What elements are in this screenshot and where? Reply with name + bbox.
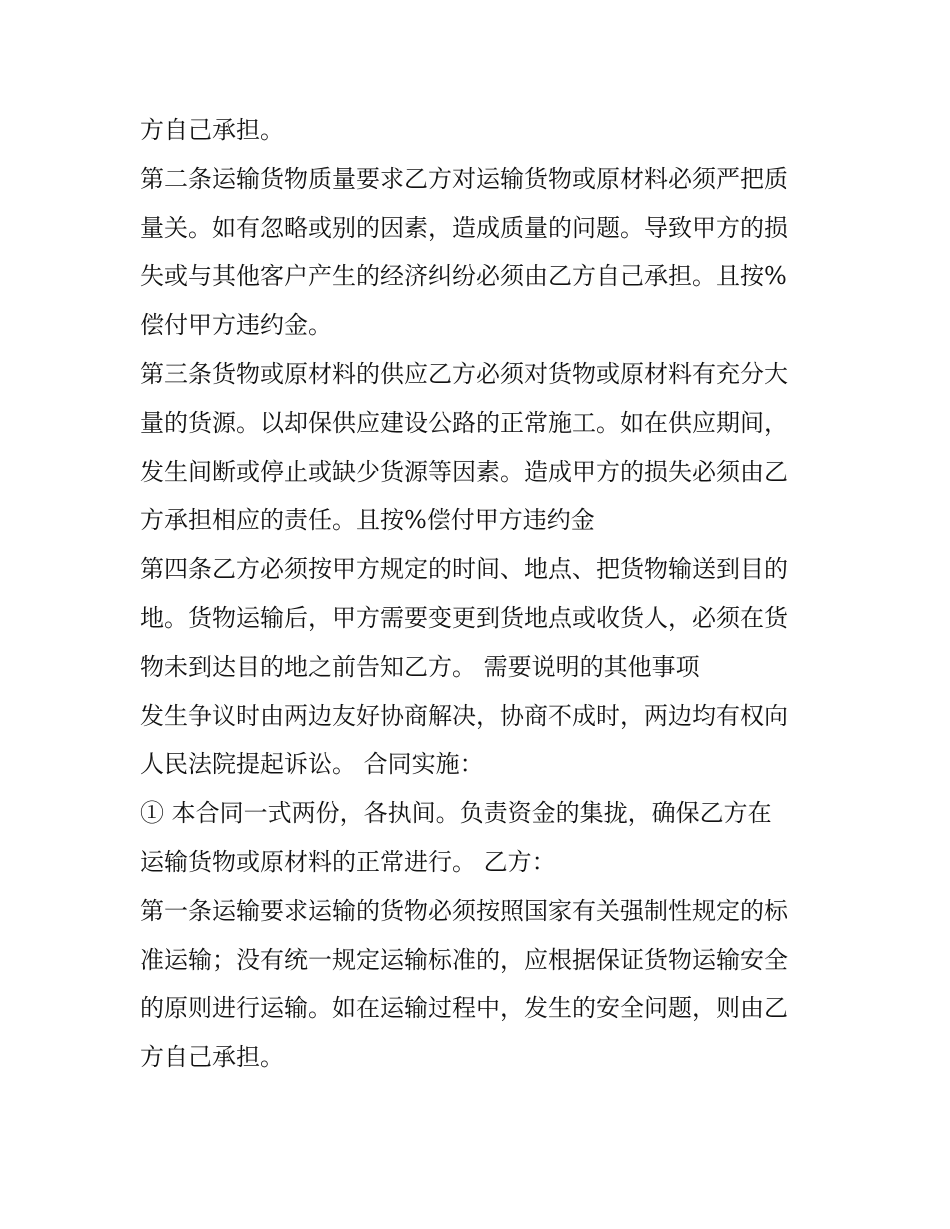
text-line: 发生争议时由两边友好协商解决，协商不成时，两边均有权向: [140, 701, 788, 730]
text-line: 方自己承担。: [140, 1043, 284, 1072]
text-line: 第二条运输货物质量要求乙方对运输货物或原材料必须严把质: [140, 164, 788, 193]
text-line: 运输货物或原材料的正常进行。 乙方：: [140, 847, 556, 876]
document-body: [140, 106, 820, 1082]
text-line: 第一条运输要求运输的货物必须按照国家有关强制性规定的标: [140, 896, 788, 925]
text-line: 失或与其他客户产生的经济纠纷必须由乙方自己承担。且按%: [140, 262, 787, 291]
text-line: 量的货源。以却保供应建设公路的正常施工。如在供应期间，: [140, 408, 788, 437]
text-line: 准运输；没有统一规定运输标准的，应根据保证货物运输安全: [140, 945, 788, 974]
text-line: 第四条乙方必须按甲方规定的时间、地点、把货物输送到目的: [140, 555, 788, 584]
text-line: 地。货物运输后，甲方需要变更到货地点或收货人，必须在货: [140, 603, 788, 632]
text-line: 量关。如有忽略或别的因素，造成质量的问题。导致甲方的损: [140, 213, 788, 242]
text-line: 发生间断或停止或缺少货源等因素。造成甲方的损失必须由乙: [140, 457, 788, 486]
text-line: 方自己承担。: [140, 116, 284, 144]
text-line: 第三条货物或原材料的供应乙方必须对货物或原材料有充分大: [140, 359, 788, 388]
text-line: 偿付甲方违约金。: [140, 311, 332, 340]
text-line: ① 本合同一式两份，各执间。负责资金的集拢，确保乙方在: [140, 799, 772, 828]
text-line: 人民法院提起诉讼。 合同实施：: [140, 750, 484, 779]
text-line: 物未到达目的地之前告知乙方。 需要说明的其他事项: [140, 652, 700, 681]
text-line: 的原则进行运输。如在运输过程中，发生的安全问题，则由乙: [140, 994, 788, 1023]
text-line: 方承担相应的责任。且按%偿付甲方违约金: [140, 506, 595, 535]
